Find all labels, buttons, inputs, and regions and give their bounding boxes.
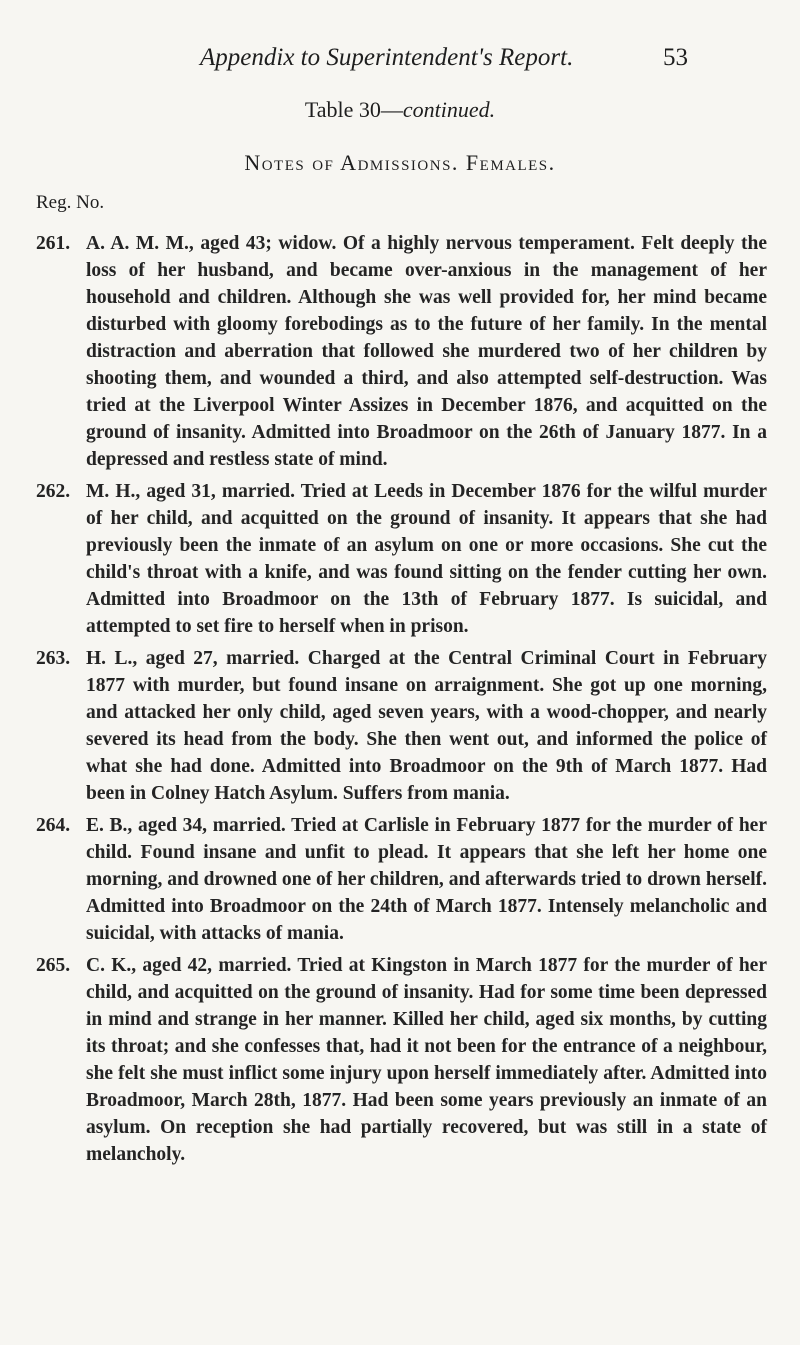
table-title xyxy=(0,97,800,123)
reg-no-label: Reg. No. xyxy=(36,192,105,213)
admission-entry xyxy=(36,230,767,473)
admission-entry xyxy=(36,812,767,947)
table-title-text: Table 30— xyxy=(304,97,403,122)
entry-number: 265. xyxy=(36,955,71,976)
running-head xyxy=(200,44,688,76)
admission-entries xyxy=(36,230,767,1173)
entry-number: 261. xyxy=(36,233,71,254)
entry-number: 262. xyxy=(36,481,71,502)
entry-text: C. K., aged 42, married. Tried at Kingston in March 1877 for the murder of her child, and acquitted on the ground of insanity. Had for some time been depressed in mind and strange in her manner. Killed her child, aged six months, by cutting its throat; and she confesses that, had it not been for the entrance of a neighbour, she felt she must inflict some injury upon herself immediately after. Admitted into Broadmoor, March 28th, 1877. Had been some years previously an inmate of an asylum. On reception she had partially recovered, but was still in a state of melancholy. xyxy=(86,955,767,1165)
admission-entry xyxy=(36,952,767,1168)
entry-text: E. B., aged 34, married. Tried at Carlisle in February 1877 for the murder of her child. Found insane and unfit to plead. It appears that she left her home one morning, and drowned one of her children, and afterwards tried to drown herself. Admitted into Broadmoor on the 24th of March 1877. Intensely melancholic and suicidal, with attacks of mania. xyxy=(86,815,767,944)
entry-number: 264. xyxy=(36,815,71,836)
admission-entry xyxy=(36,645,767,807)
entry-text: A. A. M. M., aged 43; widow. Of a highly nervous temperament. Felt deeply the loss of her husband, and became over-anxious in the management of her household and children. Although she was well provided for, her mind became disturbed with gloomy forebodings as to the future of her family. In the mental distraction and aberration that followed she murdered two of her children by shooting them, and wounded a third, and also attempted self-destruction. Was tried at the Liverpool Winter Assizes in December 1876, and acquitted on the ground of insanity. Admitted into Broadmoor on the 26th of January 1877. In a depressed and restless state of mind. xyxy=(86,233,767,470)
section-heading: Notes of Admissions. Females. xyxy=(244,150,556,175)
admission-entry xyxy=(36,478,767,640)
entry-number: 263. xyxy=(36,648,71,669)
entry-text: M. H., aged 31, married. Tried at Leeds in December 1876 for the wilful murder of her child, and acquitted on the ground of insanity. It appears that she had previously been the inmate of an asylum on one or more occasions. She cut the child's throat with a knife, and was found sitting on the fender cutting her own. Admitted into Broadmoor on the 13th of February 1877. Is suicidal, and attempted to set fire to herself when in prison. xyxy=(86,481,767,637)
running-title: Appendix to Superintendent's Report. xyxy=(200,44,574,71)
page-number: 53 xyxy=(663,44,688,71)
entry-text: H. L., aged 27, married. Charged at the Central Criminal Court in February 1877 with murder, but found insane on arraignment. She got up one morning, and attacked her only child, aged seven years, with a wood-chopper, and nearly severed its head from the body. She then went out, and informed the police of what she had done. Admitted into Broadmoor on the 9th of March 1877. Had been in Colney Hatch Asylum. Suffers from mania. xyxy=(86,648,767,804)
table-title-continued: continued. xyxy=(402,97,496,122)
